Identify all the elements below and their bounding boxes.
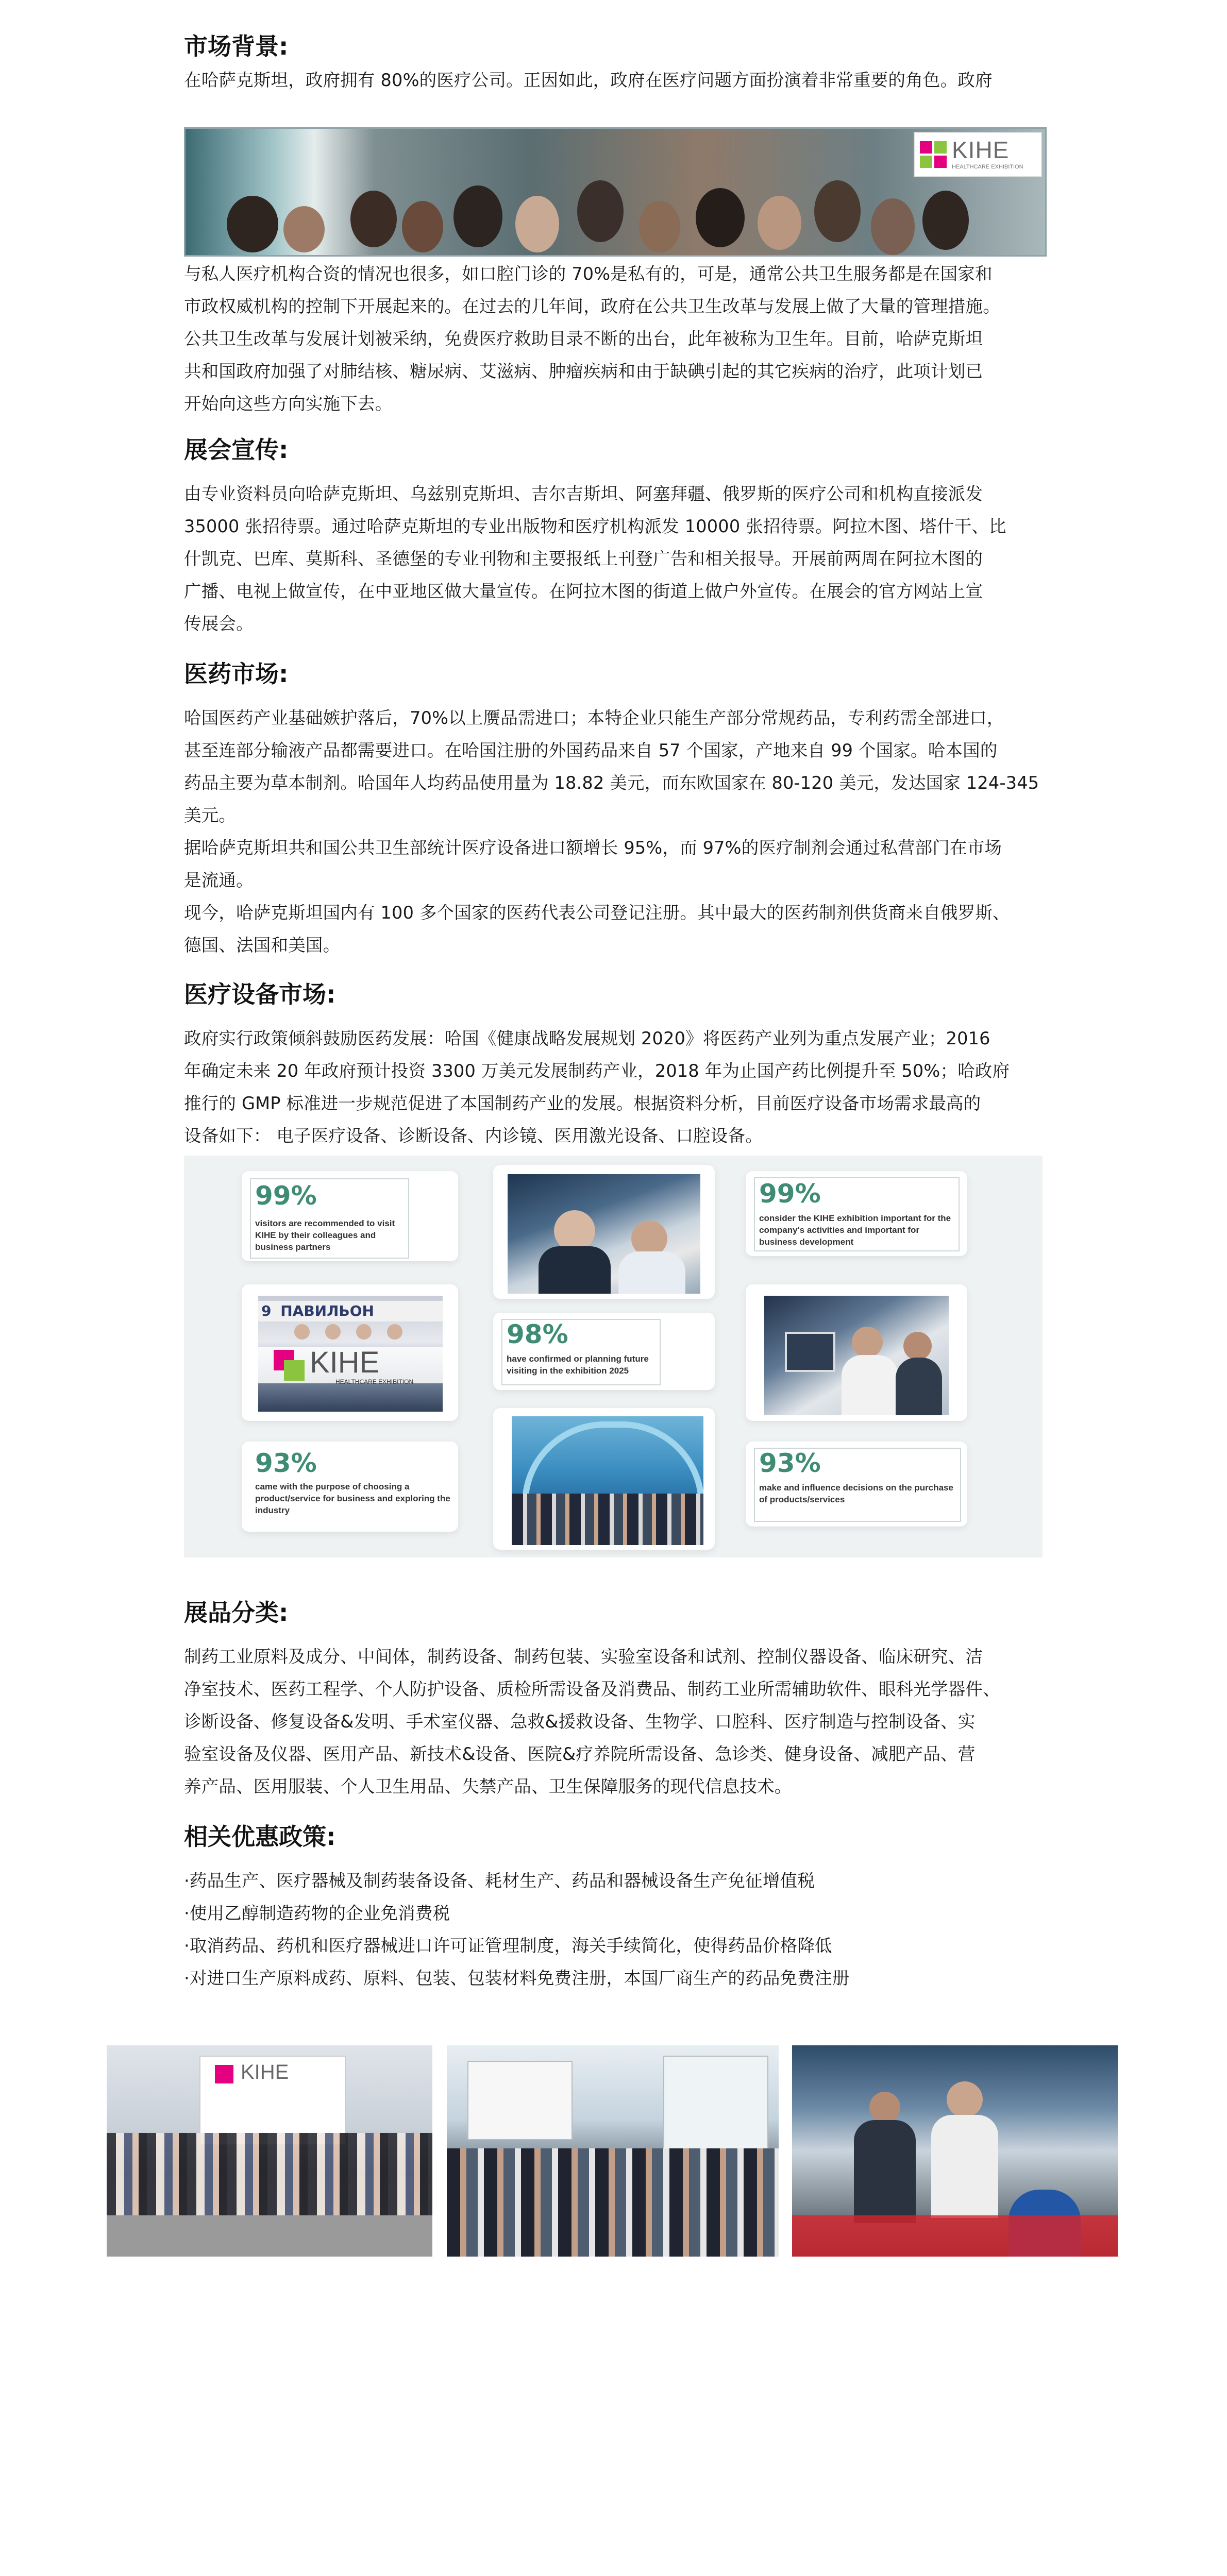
pavilion-word: ПАВИЛЬОН [280,1302,374,1319]
categories-heading: 展品分类: [184,1599,289,1626]
stat-text: consider the KIHE exhibition important for the company's activities and important for business development [759,1213,951,1247]
stat-text: have confirmed or planning future visiting in the exhibition 2025 [507,1354,649,1376]
booth-photo [764,1296,949,1415]
device-line: 年确定未来 20 年政府预计投资 3300 万美元发展制药产业，2018 年为止国产药比例提升至 50%；哈政府 [184,1061,1010,1081]
device-market-heading: 医疗设备市场: [184,980,336,1008]
policy-line: ·对进口生产原料成药、原料、包装、包装材料免费注册，本国厂商生产的药品免费注册 [184,1968,850,1988]
market-background-intro: 在哈萨克斯坦，政府拥有 80%的医疗公司。正因如此，政府在医疗问题方面扮演着非常重要的角色。政府 [184,70,993,90]
kihe-logo-sub: HEALTHCARE EXHIBITION [952,164,1023,170]
exhibition-hall-photo [447,2045,779,2257]
exhibition-group-photo [107,2045,432,2257]
pharma-line: 药品主要为草本制剂。哈国年人均药品使用量为 18.82 美元，而东欧国家在 80-120 美元，发达国家 124-345 [184,773,1039,793]
photo-card [242,1284,458,1421]
pavilion-number: 9 [261,1302,272,1319]
market-bg-line: 共和国政府加强了对肺结核、糖尿病、艾滋病、肿瘤疾病和由于缺碘引起的其它疾病的治疗，此项计划已 [184,361,983,381]
stat-value: 93% [759,1448,821,1478]
market-background-section [184,32,1043,96]
categories-line: 制药工业原料及成分、中间体，制药设备、制药包装、实验室设备和试剂、控制仪器设备、临床研究、洁 [184,1647,983,1667]
policy-line: ·药品生产、医疗器械及制药装备设备、耗材生产、药品和器械设备生产免征增值税 [184,1871,815,1891]
device-line: 设备如下： 电子医疗设备、诊断设备、内诊镜、医用激光设备、口腔设备。 [184,1126,763,1146]
device-line: 推行的 GMP 标准进一步规范促进了本国制药产业的发展。根据资料分析，目前医疗设备市场需求最高的 [184,1093,981,1113]
categories-line: 诊断设备、修复设备&发明、手术室仪器、急救&援救设备、生物学、口腔科、医疗制造与控制设备、实 [184,1711,976,1732]
stat-value: 99% [255,1181,317,1211]
photo-card [746,1284,967,1421]
device-market-section [184,980,1043,1152]
pavilion-sub: HEALTHCARE EXHIBITION [335,1378,414,1385]
stat-value: 98% [507,1319,568,1349]
pharma-line: 哈国医药产业基础嫉护落后，70%以上赝品需进口；本特企业只能生产部分常规药品，专利药需全部进口， [184,708,1004,728]
pharma-market-section [184,659,1043,961]
pavilion-photo [258,1296,443,1412]
stat-text: came with the purpose of choosing a product/service for business and exploring the industry [255,1482,450,1515]
group-photo-brand: KIHE [241,2061,289,2083]
pharma-market-heading: 医药市场: [184,660,289,688]
categories-line: 养产品、医用服装、个人卫生用品、失禁产品、卫生保障服务的现代信息技术。 [184,1776,792,1797]
stat-card [746,1442,967,1527]
pharma-line: 德国、法国和美国。 [184,935,341,955]
promotion-line: 35000 张招待票。通过哈萨克斯坦的专业出版物和医疗机构派发 10000 张招待票。阿拉木图、塔什干、比 [184,516,1006,536]
promotion-line: 什凯克、巴库、莫斯科、圣德堡的专业刊物和主要报纸上刊登广告和相关报导。开展前两周在阿拉木图的 [184,549,983,569]
group-photo [512,1416,703,1545]
categories-line: 验室设备及仪器、医用产品、新技术&设备、医院&疗养院所需设备、急诊类、健身设备、减肥产品、营 [184,1744,976,1764]
market-bg-line: 公共卫生改革与发展计划被采纳，免费医疗救助目录不断的出台，此年被称为卫生年。目前，哈萨克斯坦 [184,329,983,349]
stat-card [493,1313,715,1390]
promotion-line: 传展会。 [184,614,254,634]
stat-text: make and influence decisions on the purchase of products/services [759,1483,953,1504]
stat-card [242,1171,458,1261]
policy-line: ·使用乙醇制造药物的企业免消费税 [184,1903,450,1923]
pavilion-brand: KIHE [310,1346,380,1379]
kihe-logo-text: KIHE [952,137,1010,163]
pharma-line: 甚至连部分输液产品都需要进口。在哈国注册的外国药品来自 57 个国家，产地来自 99 个国家。哈本国的 [184,740,998,760]
stat-card [746,1171,967,1256]
policy-line: ·取消药品、药机和医疗器械进口许可证管理制度，海关手续简化，使得药品价格降低 [184,1936,832,1956]
stat-text: visitors are recommended to visit KIHE by their colleagues and business partners [255,1218,395,1252]
exhibit-categories-section [184,1598,1043,1803]
pharma-line: 是流通。 [184,870,254,890]
promotion-line: 广播、电视上做宣传，在中亚地区做大量宣传。在阿拉木图的街道上做户外宣传。在展会的官方网站上宣 [184,581,983,601]
stat-value: 99% [759,1179,821,1209]
kihe-logo [914,132,1042,177]
pharma-line: 据哈萨克斯坦共和国公共卫生部统计医疗设备进口额增长 95%，而 97%的医疗制剂会通过私营部门在市场 [184,838,1002,858]
photo-card [493,1408,715,1550]
kihe-puzzle-icon [919,140,948,169]
device-line: 政府实行政策倾斜鼓励医药发展：哈国《健康战略发展规划 2020》将医药产业列为重点发展产业；2016 [184,1028,990,1048]
visitor-stats-panel [184,1156,1043,1557]
stat-card [242,1442,458,1532]
market-bg-line: 与私人医疗机构合资的情况也很多，如口腔门诊的 70%是私有的，可是，通常公共卫生服务都是在国家和 [184,264,993,284]
market-background-heading: 市场背景: [184,32,289,60]
market-background-continued [184,258,1043,420]
preferential-policy-section [184,1822,1043,1994]
stat-value: 93% [255,1448,317,1478]
policy-heading: 相关优惠政策: [184,1823,336,1851]
promotion-section [184,435,1043,640]
promotion-line: 由专业资料员向哈萨克斯坦、乌兹别克斯坦、吉尔吉斯坦、阿塞拜疆、俄罗斯的医疗公司和机构直接派发 [184,484,983,504]
market-bg-line: 市政权威机构的控制下开展起来的。在过去的几年间，政府在公共卫生改革与发展上做了大量的管理措施。 [184,296,1000,316]
photo-card [493,1165,715,1299]
exhibition-crowd-photo [184,127,1047,257]
promotion-heading: 展会宣传: [184,436,289,464]
categories-line: 净室技术、医药工程学、个人防护设备、质检所需设备及消费品、制药工业所需辅助软件、眼科光学器件、 [184,1679,1000,1699]
speaker-photo [508,1174,700,1294]
pharma-line: 美元。 [184,805,237,825]
market-bg-line: 开始向这些方向实施下去。 [184,394,393,414]
pharma-line: 现今，哈萨克斯坦国内有 100 多个国家的医药代表公司登记注册。其中最大的医药制剂供货商来自俄罗斯、 [184,903,1010,923]
exhibition-booth-photo [792,2045,1118,2257]
